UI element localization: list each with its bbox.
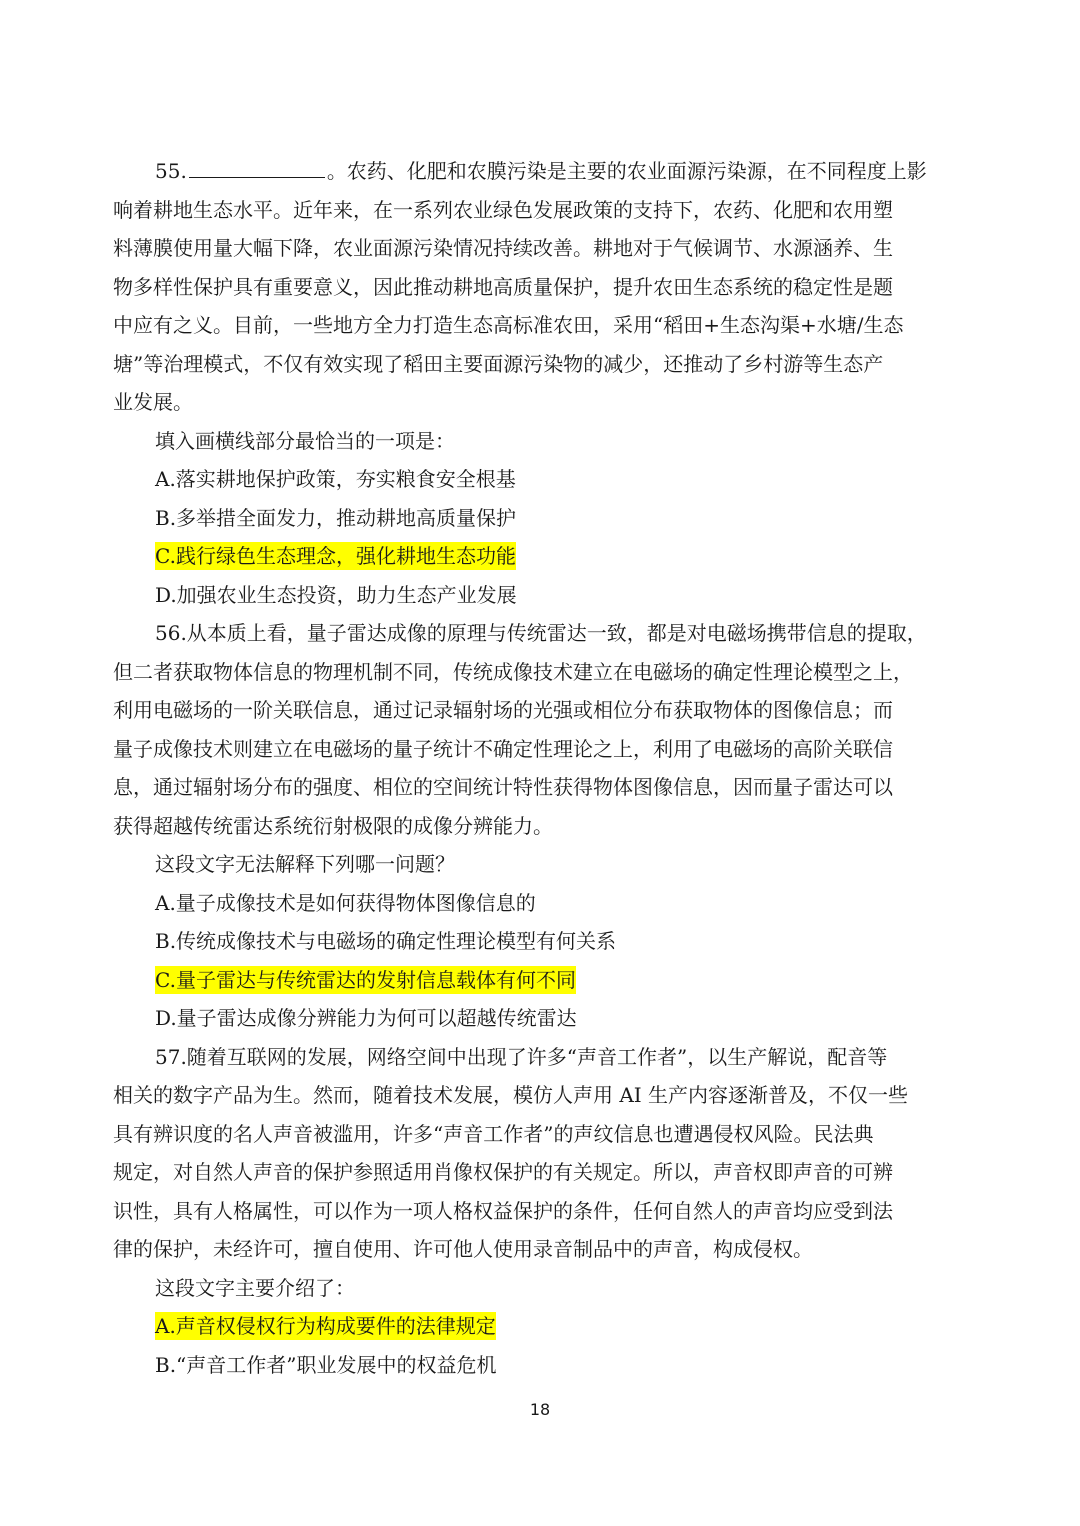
q56-option-c-highlighted: C.量子雷达与传统雷达的发射信息载体有何不同 xyxy=(155,967,576,992)
fill-in-blank xyxy=(189,159,325,178)
q56-line-2: 但二者获取物体信息的物理机制不同，传统成像技术建立在电磁场的确定性理论模型之上， xyxy=(113,659,913,684)
q55-option-c-wrap xyxy=(113,537,971,576)
q56-line-6: 获得超越传统雷达系统衍射极限的成像分辨能力。 xyxy=(113,813,553,838)
q55-line-6: 塘”等治理模式，不仅有效实现了稻田主要面源污染物的减少，还推动了乡村游等生态产 xyxy=(113,351,884,376)
q55-line-3: 料薄膜使用量大幅下降，农业面源污染情况持续改善。耕地对于气候调节、水源涵养、生 xyxy=(113,236,893,260)
q55-option-c-highlighted: C.践行绿色生态理念，强化耕地生态功能 xyxy=(155,544,516,568)
q56-option-d: D.量子雷达成像分辨能力为何可以超越传统雷达 xyxy=(155,1006,577,1030)
q57-line-4: 规定，对自然人声音的保护参照适用肖像权保护的有关规定。所以，声音权即声音的可辨 xyxy=(113,1160,893,1184)
q55-option-b: B.多举措全面发力，推动耕地高质量保护 xyxy=(155,505,517,530)
q55-prompt: 填入画横线部分最恰当的一项是： xyxy=(155,428,455,453)
q57-line-3: 具有辨识度的名人声音被滥用，许多“声音工作者”的声纹信息也遭遇侵权风险。民法典 xyxy=(113,1121,874,1146)
q56-option-c-wrap xyxy=(113,961,971,1000)
q55-line-1 xyxy=(113,152,971,191)
q55-line-4: 物多样性保护具有重要意义，因此推动耕地高质量保护，提升农田生态系统的稳定性是题 xyxy=(113,274,893,299)
q56-line-4: 量子成像技术则建立在电磁场的量子统计不确定性理论之上，利用了电磁场的高阶关联信 xyxy=(113,736,893,761)
q55-line-2: 响着耕地生态水平。近年来，在一系列农业绿色发展政策的支持下，农药、化肥和农用塑 xyxy=(113,197,893,222)
q57-prompt: 这段文字主要介绍了： xyxy=(155,1275,355,1300)
q55-option-d: D.加强农业生态投资，助力生态产业发展 xyxy=(155,582,517,607)
q55-number: 55. xyxy=(155,159,187,183)
q55-line-5: 中应有之义。目前，一些地方全力打造生态高标准农田，采用“稻田+生态沟渠+水塘/生态 xyxy=(113,313,904,337)
q55-text: 。农药、化肥和农膜污染是主要的农业面源污染源，在不同程度上影 xyxy=(326,159,927,183)
q57-option-a-wrap xyxy=(113,1307,971,1346)
q56-prompt: 这段文字无法解释下列哪一问题？ xyxy=(155,852,455,876)
q55-option-a: A.落实耕地保护政策，夯实粮食安全根基 xyxy=(155,467,516,491)
q57-option-b: B.“声音工作者”职业发展中的权益危机 xyxy=(155,1352,497,1377)
q57-line-2: 相关的数字产品为生。然而，随着技术发展，模仿人声用 AI 生产内容逐渐普及，不仅一些 xyxy=(113,1083,909,1107)
q56-option-a: A.量子成像技术是如何获得物体图像信息的 xyxy=(155,890,536,915)
q56-option-b: B.传统成像技术与电磁场的确定性理论模型有何关系 xyxy=(155,929,617,953)
q55-line-7: 业发展。 xyxy=(113,390,193,414)
q56-line-3: 利用电磁场的一阶关联信息，通过记录辐射场的光强或相位分布获取物体的图像信息；而 xyxy=(113,698,893,722)
q57-line-1: 57.随着互联网的发展，网络空间中出现了许多“声音工作者”，以生产解说，配音等 xyxy=(155,1044,888,1069)
document-body xyxy=(113,152,971,1384)
page-number: 18 xyxy=(529,1400,551,1419)
q57-line-5: 识性，具有人格属性，可以作为一项人格权益保护的条件，任何自然人的声音均应受到法 xyxy=(113,1198,893,1223)
q56-line-1: 56.从本质上看，量子雷达成像的原理与传统雷达一致，都是对电磁场携带信息的提取， xyxy=(155,621,927,645)
q57-option-a-highlighted: A.声音权侵权行为构成要件的法律规定 xyxy=(155,1314,496,1338)
q57-line-6: 律的保护，未经许可，擅自使用、许可他人使用录音制品中的声音，构成侵权。 xyxy=(113,1237,813,1261)
q56-line-5: 息，通过辐射场分布的强度、相位的空间统计特性获得物体图像信息，因而量子雷达可以 xyxy=(113,775,893,799)
